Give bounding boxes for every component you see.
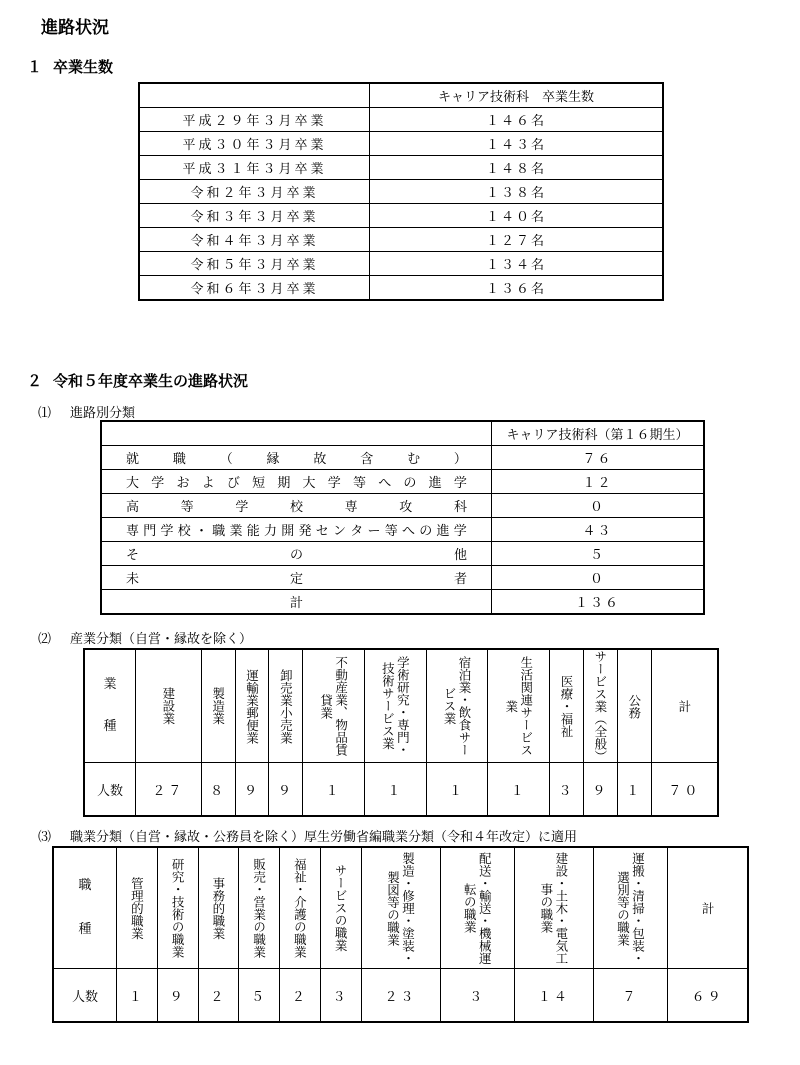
row-value: １３８名: [370, 180, 664, 204]
column-header: [651, 649, 718, 763]
column-header: [157, 847, 198, 969]
graduates-table: [138, 82, 664, 301]
row-label: 令和３年３月卒業: [139, 204, 370, 228]
subsection-3-number: ⑶: [38, 830, 52, 845]
subsection-1-number: ⑴: [38, 406, 52, 421]
column-value: ３: [320, 969, 361, 1023]
column-value: ３: [440, 969, 514, 1023]
column-header-label: 宿泊業・飲食サービス業: [442, 656, 473, 756]
row-value: １４０名: [370, 204, 664, 228]
column-header-label: サービスの職業: [333, 864, 349, 952]
column-header: [550, 649, 584, 763]
column-value: １: [117, 969, 158, 1023]
column-header-label: サービス業（全般）: [592, 650, 608, 763]
table-row: [101, 566, 704, 590]
column-value: ２: [280, 969, 321, 1023]
row-label: 未 定 者: [126, 572, 467, 587]
table-row: [101, 446, 704, 470]
column-value: ９: [583, 763, 617, 817]
table-row: [139, 228, 663, 252]
row-label: 令和２年３月卒業: [139, 180, 370, 204]
row-label-top: 職: [78, 878, 92, 893]
column-value: １: [488, 763, 550, 817]
subsection-3-heading: [38, 826, 577, 845]
table-row: [101, 590, 704, 615]
row-label: 大 学 お よ び 短 期 大 学 等 へ の 進 学: [126, 476, 467, 491]
subsection-2-heading: [38, 628, 252, 647]
occupation-table: [52, 846, 749, 1023]
column-header: [320, 847, 361, 969]
row-label-bottom: 種: [103, 719, 117, 734]
career-path-table-header: キャリア技術科（第１６期生）: [492, 421, 705, 446]
table-row: [101, 542, 704, 566]
row-value: ５: [492, 542, 705, 566]
column-header: [303, 649, 365, 763]
column-value: １: [426, 763, 488, 817]
column-header: [361, 847, 440, 969]
row-value: ７６: [492, 446, 705, 470]
table-row: [139, 132, 663, 156]
column-header: [617, 649, 651, 763]
row-value: ４３: [492, 518, 705, 542]
table-row: [139, 108, 663, 132]
table-row: [101, 470, 704, 494]
column-value: ６９: [668, 969, 748, 1023]
column-header: [488, 649, 550, 763]
column-header: [136, 649, 202, 763]
row-label: 専 門 学 校 ・ 職 業 能 力 開 発 セ ン タ ー 等 へ の 進 学: [126, 524, 467, 539]
page-title: 進路状況: [41, 18, 109, 38]
row-label: 平成２９年３月卒業: [139, 108, 370, 132]
industry-table: [83, 648, 719, 817]
table-row: [101, 518, 704, 542]
row-label: 令和６年３月卒業: [139, 276, 370, 301]
row-label: 高 等 学 校 専 攻 科: [126, 500, 467, 515]
column-value: ９: [235, 763, 269, 817]
column-header: [235, 649, 269, 763]
occupation-row-label: [53, 847, 117, 969]
row-label: 令和４年３月卒業: [139, 228, 370, 252]
section-2-number: ２: [27, 372, 43, 390]
column-header-label: 事務的職業: [210, 876, 226, 940]
column-header-label: 製造業: [210, 687, 226, 725]
column-header-label: 計: [700, 901, 716, 915]
row-label-top: 業: [103, 677, 117, 692]
column-header-label: 医療・福祉: [559, 674, 575, 738]
table-row: [101, 494, 704, 518]
column-value: ２: [198, 969, 239, 1023]
column-value: ９: [157, 969, 198, 1023]
subsection-2-title: 産業分類（自営・縁故を除く）: [70, 632, 253, 647]
column-value: ３: [550, 763, 584, 817]
table-row: [139, 204, 663, 228]
count-label: 人数: [84, 763, 136, 817]
row-value: １４８名: [370, 156, 664, 180]
career-path-table: [100, 420, 705, 615]
column-header: [583, 649, 617, 763]
row-label: 平成３１年３月卒業: [139, 156, 370, 180]
column-header-label: 卸売業小売業: [278, 668, 294, 744]
column-value: ７０: [651, 763, 718, 817]
row-value: ０: [492, 566, 705, 590]
subsection-3-title: 職業分類（自営・縁故・公務員を除く）厚生労働省編職業分類（令和４年改定）に適用: [70, 830, 578, 845]
section-2-title: 令和５年度卒業生の進路状況: [53, 372, 249, 390]
section-1-number: １: [27, 58, 43, 76]
row-label: 平成３０年３月卒業: [139, 132, 370, 156]
industry-row-label: [84, 649, 136, 763]
column-value: １: [617, 763, 651, 817]
column-value: １４: [514, 969, 593, 1023]
graduates-table-corner: [139, 83, 370, 108]
subsection-2-number: ⑵: [38, 632, 52, 647]
row-value: １３６名: [370, 276, 664, 301]
row-value: １３４名: [370, 252, 664, 276]
row-label: 計: [101, 590, 492, 615]
row-label: 令和５年３月卒業: [139, 252, 370, 276]
column-header-label: 運搬・清掃・包装・選別等の職業: [615, 851, 646, 965]
column-header-label: 生活関連サービス業: [503, 656, 534, 756]
section-1-title: 卒業生数: [53, 58, 114, 76]
count-label: 人数: [53, 969, 117, 1023]
table-row: [139, 156, 663, 180]
column-value: １: [303, 763, 365, 817]
column-header: [201, 649, 235, 763]
subsection-1-title: 進路別分類: [70, 406, 136, 421]
subsection-1-heading: [38, 402, 135, 421]
column-value: ８: [201, 763, 235, 817]
column-header-label: 不動産業、物品賃貸業: [318, 656, 349, 756]
column-header: [198, 847, 239, 969]
row-value: ０: [492, 494, 705, 518]
column-header: [440, 847, 514, 969]
column-header-label: 学術研究・専門・技術サービス業: [380, 656, 411, 756]
column-header-label: 配送・輸送・機械運転の職業: [462, 851, 493, 965]
section-2-heading: [27, 370, 248, 391]
column-header-label: 福祉・介護の職業: [292, 858, 308, 958]
row-label-bottom: 種: [78, 922, 92, 937]
column-value: １: [365, 763, 427, 817]
table-row: [139, 276, 663, 301]
career-path-table-corner: [101, 421, 492, 446]
row-value: １４３名: [370, 132, 664, 156]
column-header: [593, 847, 667, 969]
column-header-label: 建設業: [160, 687, 176, 725]
column-header: [280, 847, 321, 969]
column-header: [668, 847, 748, 969]
column-value: ２７: [136, 763, 202, 817]
row-value: １２７名: [370, 228, 664, 252]
column-header-label: 管理的職業: [129, 876, 145, 940]
column-header: [365, 649, 427, 763]
row-label: そ の 他: [126, 548, 467, 563]
column-header-label: 研究・技術の職業: [170, 858, 186, 958]
column-value: ９: [269, 763, 303, 817]
column-header-label: 建設・土木・電気工事の職業: [538, 851, 569, 965]
column-header: [269, 649, 303, 763]
row-label: 就 職 （ 縁 故 含 む ）: [126, 452, 467, 467]
column-value: ２３: [361, 969, 440, 1023]
column-header: [514, 847, 593, 969]
table-row: [139, 180, 663, 204]
row-value: １２: [492, 470, 705, 494]
row-value: １４６名: [370, 108, 664, 132]
column-header: [117, 847, 158, 969]
table-row: [139, 252, 663, 276]
column-header: [426, 649, 488, 763]
column-header: [239, 847, 280, 969]
column-header-label: 運輸業郵便業: [244, 668, 260, 744]
column-value: ５: [239, 969, 280, 1023]
section-1-heading: [27, 56, 113, 77]
column-header-label: 公務: [626, 693, 642, 719]
column-header-label: 販売・営業の職業: [251, 858, 267, 958]
column-header-label: 計: [676, 699, 692, 713]
column-header-label: 製造・修理・塗装・製図等の職業: [385, 851, 416, 965]
graduates-table-header: キャリア技術科 卒業生数: [370, 83, 664, 108]
column-value: ７: [593, 969, 667, 1023]
row-value: １３６: [492, 590, 705, 615]
